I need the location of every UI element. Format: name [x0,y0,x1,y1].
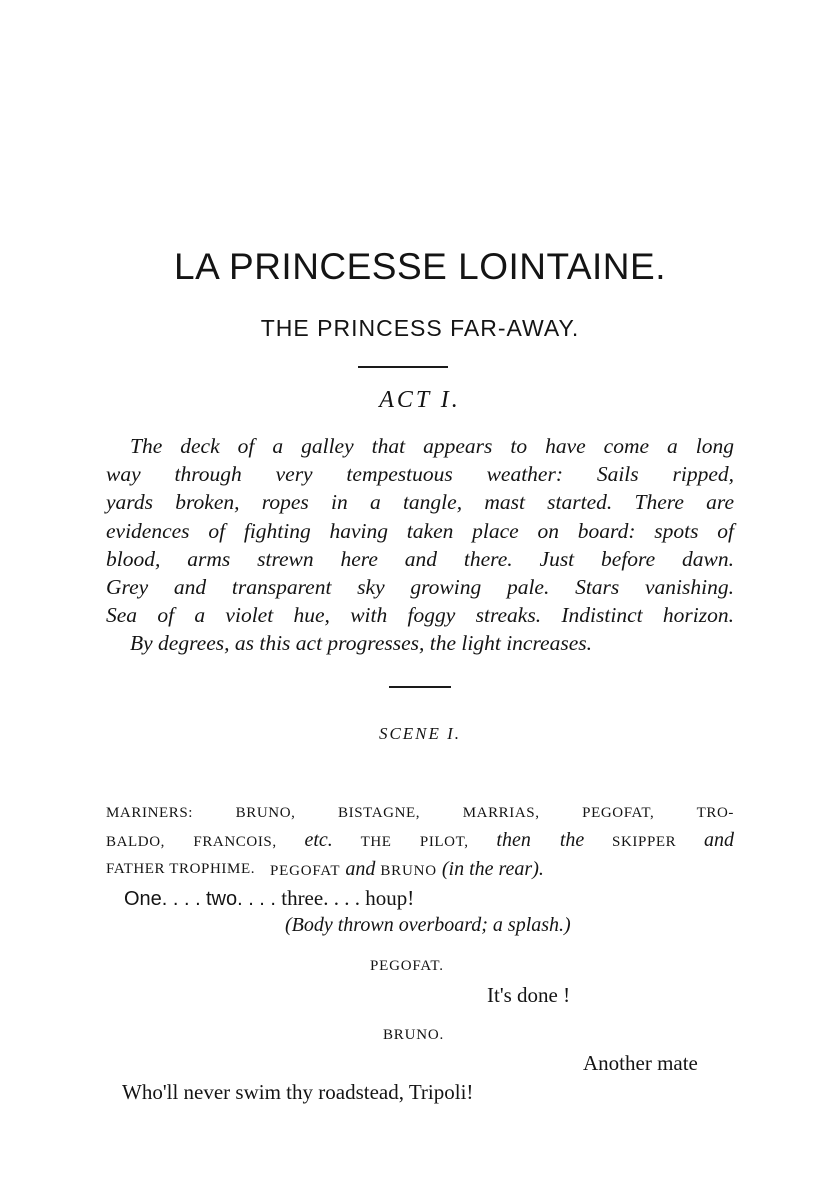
etc-text: etc. [304,829,333,851]
dialogue-word: One. . . . [124,888,201,910]
speaker-name: PEGOFAT. [370,958,444,974]
character-name: SKIPPER [612,834,677,850]
speaker-direction [270,858,544,881]
page-subtitle: THE PRINCESS FAR-AWAY. [260,315,580,341]
stage-direction-line: The deck of a galley that appears to have come a long [130,434,734,458]
connector-text: and [345,858,376,880]
section-divider [389,686,451,688]
dialogue-line: Another mate [583,1051,698,1075]
dialogue-line: Who'll never swim thy roadstead, Tripoli! [122,1080,474,1104]
speaker-name: BRUNO. [383,1027,445,1043]
stage-direction [106,432,734,658]
scene-heading: SCENE I. [378,724,462,743]
act-heading: ACT I. [379,387,461,413]
dialogue-line: It's done ! [487,983,571,1007]
speaker-name: PEGOFAT [270,863,341,879]
stage-direction-line: yards broken, ropes in a tangle, mast started. There are [106,490,734,515]
character-names: BALDO, FRANCOIS, [106,834,277,850]
character-list-line: MARINERS: BRUNO, BISTAGNE, MARRIAS, PEGOFAT, TRO- [106,805,734,821]
stage-direction-line: Grey and transparent sky growing pale. Stars vanishing. [106,575,734,600]
dialogue-word: two. . . . [205,888,276,910]
connector-text: then the [496,829,585,851]
stage-note: (in the rear). [441,858,544,880]
stage-direction-line: Sea of a violet hue, with foggy streaks. Indistinct horizon. [106,603,734,628]
dialogue-word: three. . . . houp! [281,886,415,910]
character-name: THE PILOT, [360,834,469,850]
stage-direction-line: evidences of fighting having taken place on board: spots of [106,518,734,543]
stage-note: (Body thrown overboard; a splash.) [285,914,571,936]
stage-direction-line: blood, arms strewn here and there. Just before dawn. [106,546,734,571]
stage-direction-line: By degrees, as this act progresses, the light increases. [130,631,592,656]
connector-text: and [704,829,735,851]
title-divider [358,366,448,368]
dialogue-line [124,886,414,911]
page-title: LA PRINCESSE LOINTAINE. [174,246,666,287]
character-list-line [106,827,734,856]
character-list-line: FATHER TROPHIME. [106,861,256,877]
speaker-name: BRUNO [380,863,437,879]
stage-direction-line: way through very tempestuous weather: Sails ripped, [106,462,734,487]
